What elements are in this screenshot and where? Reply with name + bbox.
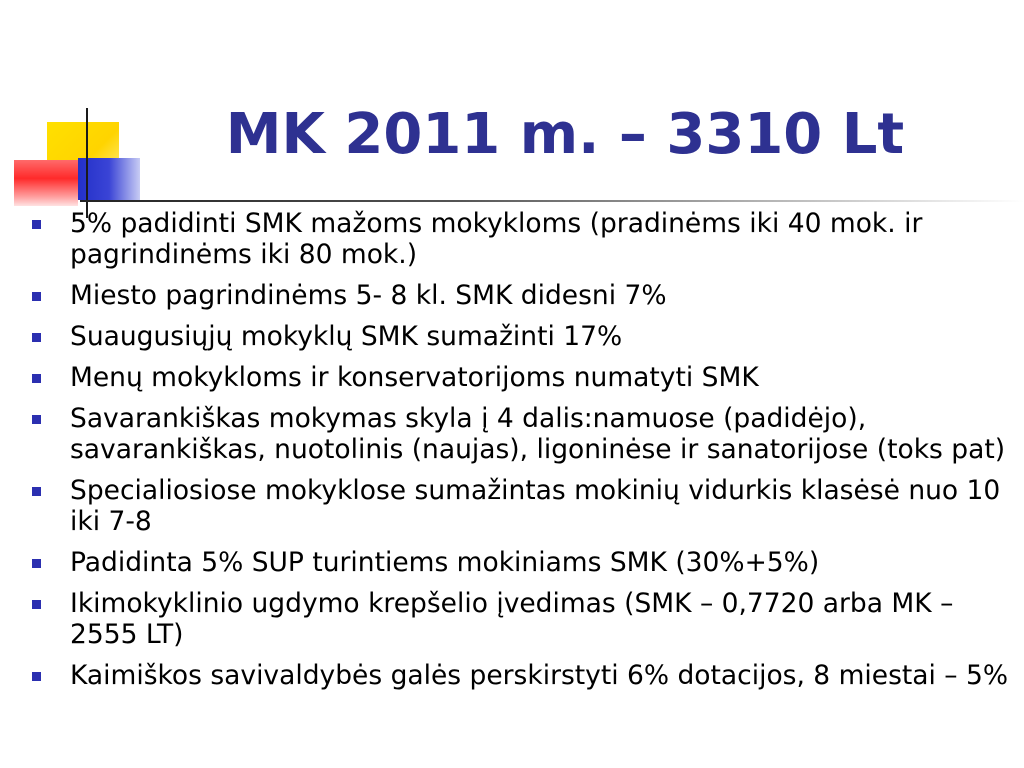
slide-title: MK 2011 m. – 3310 Lt (225, 102, 905, 167)
bullet-square-icon (32, 600, 41, 609)
list-item (30, 475, 1020, 537)
bullet-square-icon (32, 220, 41, 229)
title-underline (80, 200, 1024, 202)
list-item (30, 403, 1020, 465)
bullet-square-icon (32, 333, 41, 342)
bullet-square-icon (32, 559, 41, 568)
list-item (30, 208, 1020, 270)
bullet-square-icon (32, 487, 41, 496)
list-item (30, 362, 1020, 393)
list-item (30, 547, 1020, 578)
bullet-text: Menų mokykloms ir konservatorijoms numatyti SMK (70, 362, 759, 393)
bullet-text: Suaugusiųjų mokyklų SMK sumažinti 17% (70, 321, 623, 352)
bullet-square-icon (32, 374, 41, 383)
bullet-text: Savarankiškas mokymas skyla į 4 dalis:namuose (padidėjo), savarankiškas, nuotolinis (naujas), ligoninėse ir sanatorijose (toks pat) (70, 403, 1006, 465)
bullet-list (30, 208, 1020, 701)
list-item (30, 588, 1020, 650)
bullet-square-icon (32, 292, 41, 301)
list-item (30, 660, 1020, 691)
red-square (14, 160, 78, 206)
bullet-text: Specialiosiose mokyklose sumažintas mokinių vidurkis klasėsė nuo 10 iki 7-8 (70, 475, 1001, 537)
bullet-text: 5% padidinti SMK mažoms mokykloms (pradinėms iki 40 mok. ir pagrindinėms iki 80 mok.) (70, 208, 923, 270)
list-item (30, 321, 1020, 352)
bullet-square-icon (32, 415, 41, 424)
bullet-text: Padidinta 5% SUP turintiems mokiniams SMK (30%+5%) (70, 547, 820, 578)
decorative-squares-logo (0, 100, 150, 220)
bullet-text: Kaimiškos savivaldybės galės perskirstyti 6% dotacijos, 8 miestai – 5% (70, 660, 1009, 691)
bullet-square-icon (32, 672, 41, 681)
bullet-text: Miesto pagrindinėms 5- 8 kl. SMK didesni 7% (70, 280, 667, 311)
list-item (30, 280, 1020, 311)
bullet-text: Ikimokyklinio ugdymo krepšelio įvedimas (SMK – 0,7720 arba MK – 2555 LT) (70, 588, 954, 650)
